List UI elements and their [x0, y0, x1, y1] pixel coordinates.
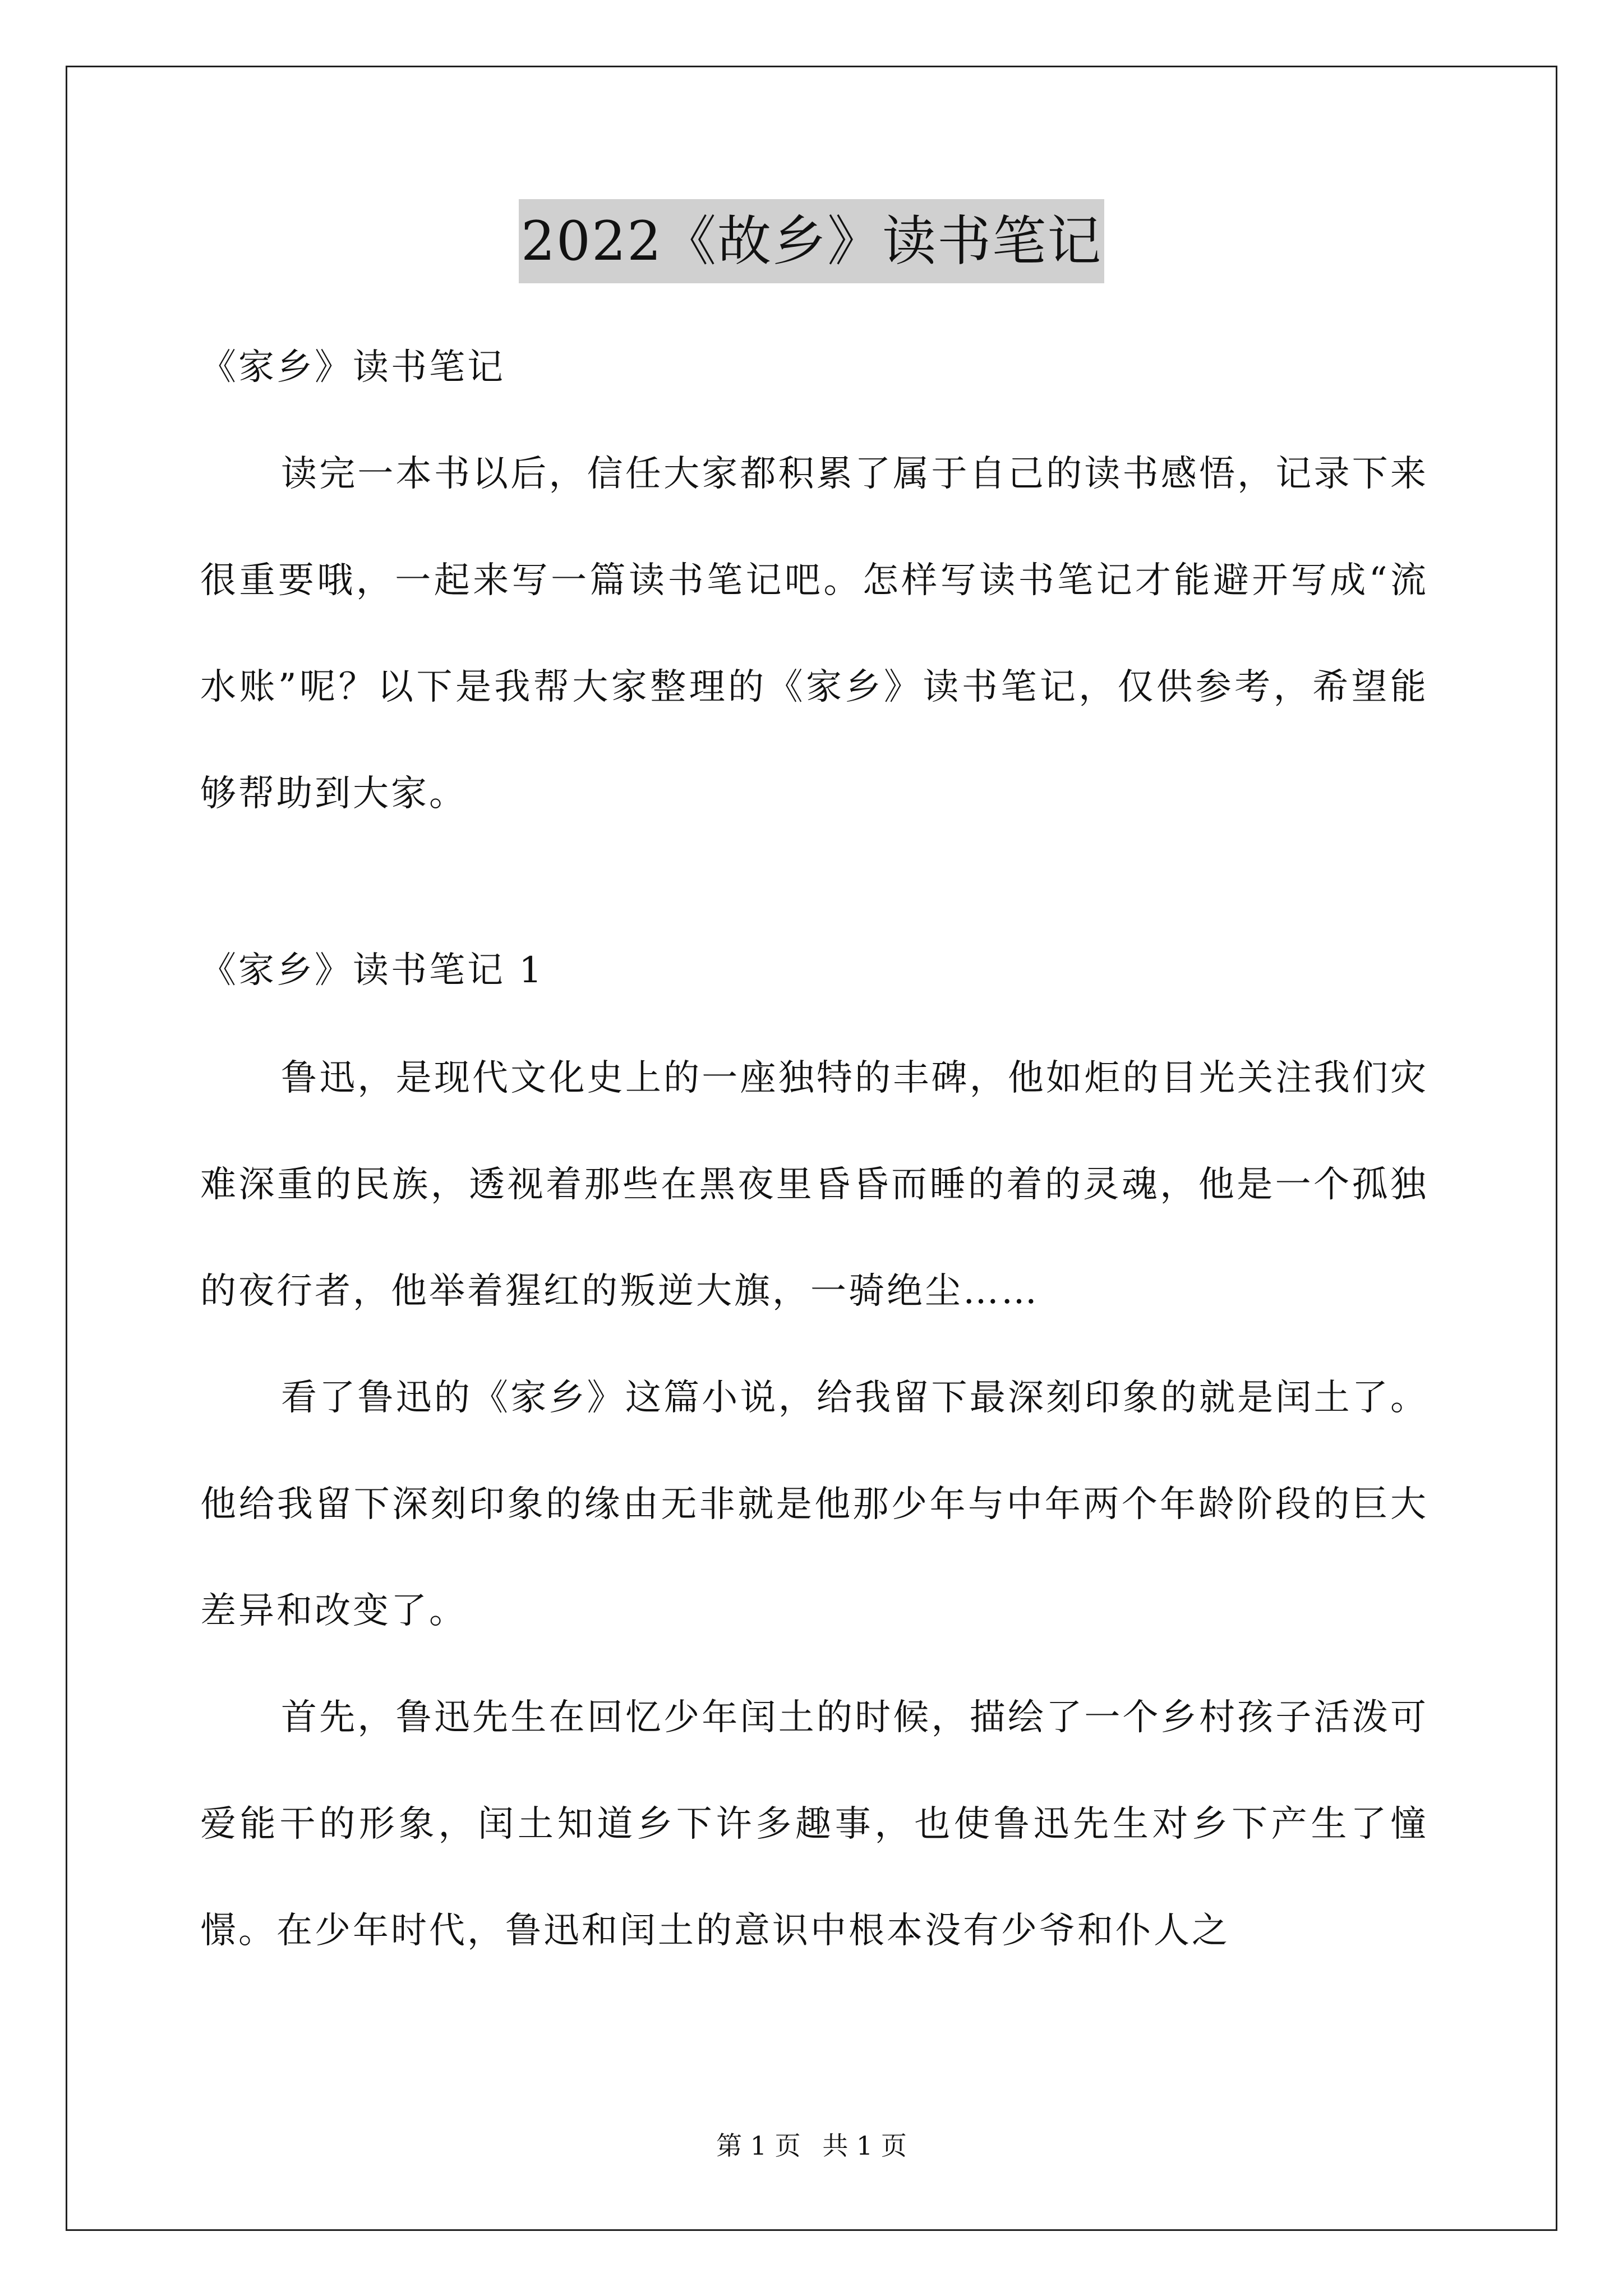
section-heading-note-1: 《家乡》读书笔记 1	[200, 950, 545, 991]
title-container	[0, 199, 1623, 283]
page-footer	[0, 2126, 1623, 2165]
document-title: 2022《故乡》读书笔记	[519, 199, 1104, 283]
note-1-paragraph-3: 首先，鲁迅先生在回忆少年闰土的时候，描绘了一个乡村孩子活泼可爱能干的形象，闰土知道乡下许多趣事，也使鲁迅先生对乡下产生了憧憬。在少年时代，鲁迅和闰土的意识中根本没有少爷和仆人之	[200, 1697, 1428, 1952]
note-1-paragraph-2: 看了鲁迅的《家乡》这篇小说，给我留下最深刻印象的就是闰土了。他给我留下深刻印象的缘由无非就是他那少年与中年两个年龄阶段的巨大差异和改变了。	[200, 1377, 1428, 1632]
note-1-paragraph-1: 鲁迅，是现代文化史上的一座独特的丰碑，他如炬的目光关注我们灾难深重的民族，透视着那些在黑夜里昏昏而睡的着的灵魂，他是一个孤独的夜行者，他举着猩红的叛逆大旗，一骑绝尘……	[200, 1057, 1428, 1312]
spacer	[200, 847, 1428, 940]
document-body	[200, 337, 1428, 1984]
page-total: 共 1 页	[822, 2131, 907, 2161]
intro-paragraph: 读完一本书以后，信任大家都积累了属于自己的读书感悟，记录下来很重要哦，一起来写一篇读书笔记吧。怎样写读书笔记才能避开写成“流水账”呢？以下是我帮大家整理的《家乡》读书笔记，仅供参考，希望能够帮助到大家。	[200, 453, 1428, 815]
section-heading-intro: 《家乡》读书笔记	[200, 347, 505, 388]
page-number: 第 1 页	[716, 2131, 801, 2161]
